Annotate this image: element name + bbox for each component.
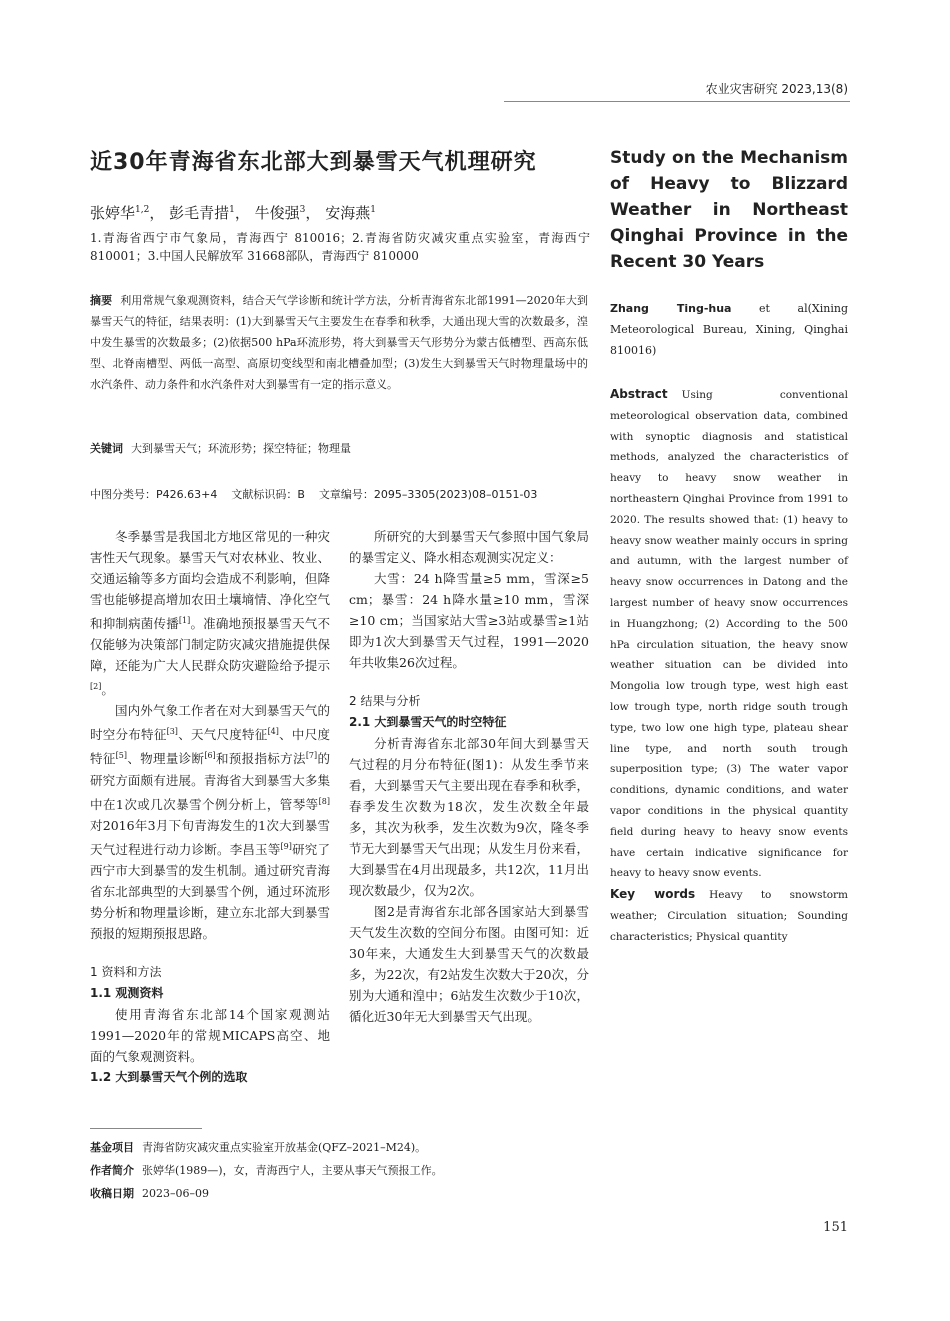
fund-label: 基金项目 [90,1141,134,1154]
paragraph: 图2是青海省东北部各国家站大到暴雪天气发生次数的空间分布图。由图可知：近30年来，大通发生大到暴雪天气的次数最多，为22次，有2站发生次数大于20次，分别为大通和湟中；6站发生次数少于10次，循化近30年无大到暴雪天气出现。 [349,904,589,1024]
text: 。 [101,682,114,698]
text: 对2016年3月下旬青海发生的1次大到暴雪天气过程进行动力诊断。李昌玉等 [90,817,330,857]
author-sup: 1 [370,205,376,215]
text: 冬季暴雪是我国北方地区常见的一种灾害性天气现象。暴雪天气对农林业、牧业、交通运输等多方面均会造成不利影响，但降雪也能够提高增加农田土壤墒情、净化空气和抑制病菌传播 [90,529,330,632]
citation: [8] [318,796,330,806]
author-list: 张婷华$^{1,2}$， 彭毛青措$^1$， 牛俊强$^3$， 安海燕$^1$ [90,204,376,222]
section-heading: 1 资料和方法 [90,964,162,979]
author-name: 安海燕 [325,204,371,222]
body-column-2 [349,526,589,1027]
english-abstract-label: Abstract [610,387,668,401]
clc-value: P426.63+4 [156,488,218,501]
author-bio-label: 作者简介 [90,1164,134,1177]
author-name: 彭毛青措 [169,204,230,222]
citation: [9] [280,841,292,851]
citation: [5] [115,751,128,761]
classification-line [90,486,588,502]
paragraph: 分析青海省东北部30年间大到暴雪天气过程的月分布特征(图1)：从发生季节来看，大到暴雪天气主要出现在春季和秋季，春季发生次数为18次，发生次数全年最多，其次为秋季，发生次数为9次，隆冬季节无大到暴雪天气出现；从发生月份来看，大到暴雪在4月出现最多，共12次，11月出现次数最少，仅为2次。 [349,736,589,898]
footnote-fund [90,1139,650,1155]
paragraph: 使用青海省东北部14个国家观测站1991—2020年的常规MICAPS高空、地面的气象观测资料。 [90,1006,330,1064]
english-affiliation: et al(Xining Meteorological Bureau, Xining, Qinghai 810016) [610,302,848,357]
article-value: 2095–3305(2023)08–0151-03 [373,488,538,501]
text: 、物理量诊断 [127,751,205,767]
citation: [6] [204,751,216,761]
doc-label: 文献标识码： [231,488,298,501]
author-bio-text: 张婷华(1989—)，女，青海西宁人，主要从事天气预报工作。 [142,1164,443,1177]
citation: [1] [178,616,191,625]
chinese-keywords [90,440,588,456]
paragraph: 所研究的大到暴雪天气参照中国气象局的暴雪定义、降水相态观测实况定义： [349,529,589,565]
section-heading: 2 结果与分析 [349,694,421,708]
footnote-author [90,1162,650,1178]
body-column-1 [90,526,330,1088]
text: 和预报指标方法 [215,751,306,767]
text: 的研究方面颇有进展。青海省大到暴雪大多集中在1次或几次暴雪个例分析上，管琴等 [90,751,330,812]
chinese-title: 近30年青海省东北部大到暴雪天气机理研究 [90,150,537,175]
text: 、天气尺度特征 [177,727,268,743]
author-sup: 3 [299,205,306,215]
text: 国内外气象工作者在对大到暴雪天气的时空分布特征 [90,703,330,743]
citation: [3] [166,727,178,737]
paragraph: 大雪：24 h降雪量≥5 mm，雪深≥5 cm；暴雪：24 h降水量≥10 mm，雪深≥10 cm；当国家站大雪≥3站或暴雪≥1站即为1次大到暴雪天气过程，1991—2020年共收集26次过程。 [349,571,589,670]
english-title: Study on the Mechanism of Heavy to Blizzard Weather in Northeast Qinghai Province in the Recent 30 Years [610,148,848,272]
page-number: 151 [823,1220,848,1235]
english-abstract [610,384,848,948]
fund-text: 青海省防灾减灾重点实验室开放基金(QFZ–2021–M24)。 [142,1141,427,1154]
author-sup: 1 [229,205,235,215]
text: 。准确地预报暴雪天气不仅能够为决策部门制定防灾减灾措施提供保障，还能为广大人民群众防灾避险给予提示 [90,616,330,674]
paragraph [90,700,330,944]
subsection-heading: 1.1 观测资料 [90,985,164,1000]
abstract-label: 摘要 [90,294,113,307]
received-label: 收稿日期 [90,1187,134,1200]
header-rule [504,101,850,102]
subsection-heading: 2.1 大到暴雪天气的时空特征 [349,715,507,729]
author-name: 张婷华 [90,204,136,222]
doc-value: B [297,488,305,501]
keywords-text: 大到暴雪天气；环流形势；探空特征；物理量 [131,442,351,455]
english-authors [610,298,848,361]
english-author-name: Zhang Ting-hua [610,302,732,315]
english-abstract-text: Using conventional meteorological observation data, combined with synoptic diagnosis and statistical methods, analyzed the characteristics of heavy to heavy snow weather in northeastern Qinghai Province from 1991 to 2020. The results showed that: (1) heavy to heavy snow weather mainly occurs in spring and autumn, with the largest number of heavy snow occurrences in Datong and the largest number of heavy snow occurrences in Huangzhong; (2) According to the 500 hPa circulation situation, the heavy snow weather situation can be divided into Mongolia low trough type, west high east low trough type, north ridge south trough type, two low one high type, plateau shear line type, and north south trough superposition type; (3) The water vapor conditions, dynamic conditions, and water vapor conditions in the physical quantity field during heavy to heavy snow events have certain indicative significance for heavy to heavy snow events. [610,389,848,880]
affiliation: 1.青海省西宁市气象局，青海西宁 810016；2.青海省防灾减灾重点实验室，青海西宁 810001；3.中国人民解放军 31668部队，青海西宁 810000 [90,231,590,263]
chinese-abstract [90,290,588,395]
keywords-label: 关键词 [90,442,123,455]
article-label: 文章编号： [318,488,374,501]
citation: [7] [305,751,318,761]
footnote-rule [90,1128,202,1129]
abstract-text: 利用常规气象观测资料，结合天气学诊断和统计学方法，分析青海省东北部1991—2020年大到暴雪天气的特征，结果表明：(1)大到暴雪天气主要发生在春季和秋季，大通出现大雪的次数最多，湟中发生暴雪的次数最多；(2)依据500 hPa环流形势，将大到暴雪天气形势分为蒙古低槽型、西高东低型、北脊南槽型、两低一高型、高原切变线型和南北槽叠加型；(3)发生大到暴雪天气时物理量场中的水汽条件、动力条件和水汽条件对大到暴雪有一定的指示意义。 [90,294,588,391]
author-name: 牛俊强 [254,204,300,222]
clc-label: 中图分类号： [90,488,156,501]
english-keywords-label: Key words [610,887,696,902]
author-sup: 1,2 [135,205,150,215]
paragraph [90,526,330,700]
footnote-received [90,1185,650,1201]
text: 、中尺度特征 [90,727,330,767]
subsection-heading: 1.2 大到暴雪天气个例的选取 [90,1069,248,1084]
text: 研究了西宁市大到暴雪的发生机制。通过研究青海省东北部典型的大到暴雪个例，通过环流形势分析和物理量诊断，建立东北部大到暴雪预报的短期预报思路。 [90,841,330,941]
english-keywords-text: Heavy to snowstorm weather; Circulation situation; Sounding characteristics; Physical quantity [610,889,848,943]
received-date: 2023–06–09 [142,1187,209,1200]
journal-header: 农业灾害研究 2023,13(8) [705,82,848,96]
citation: [4] [267,727,279,737]
citation: [2] [90,682,102,692]
